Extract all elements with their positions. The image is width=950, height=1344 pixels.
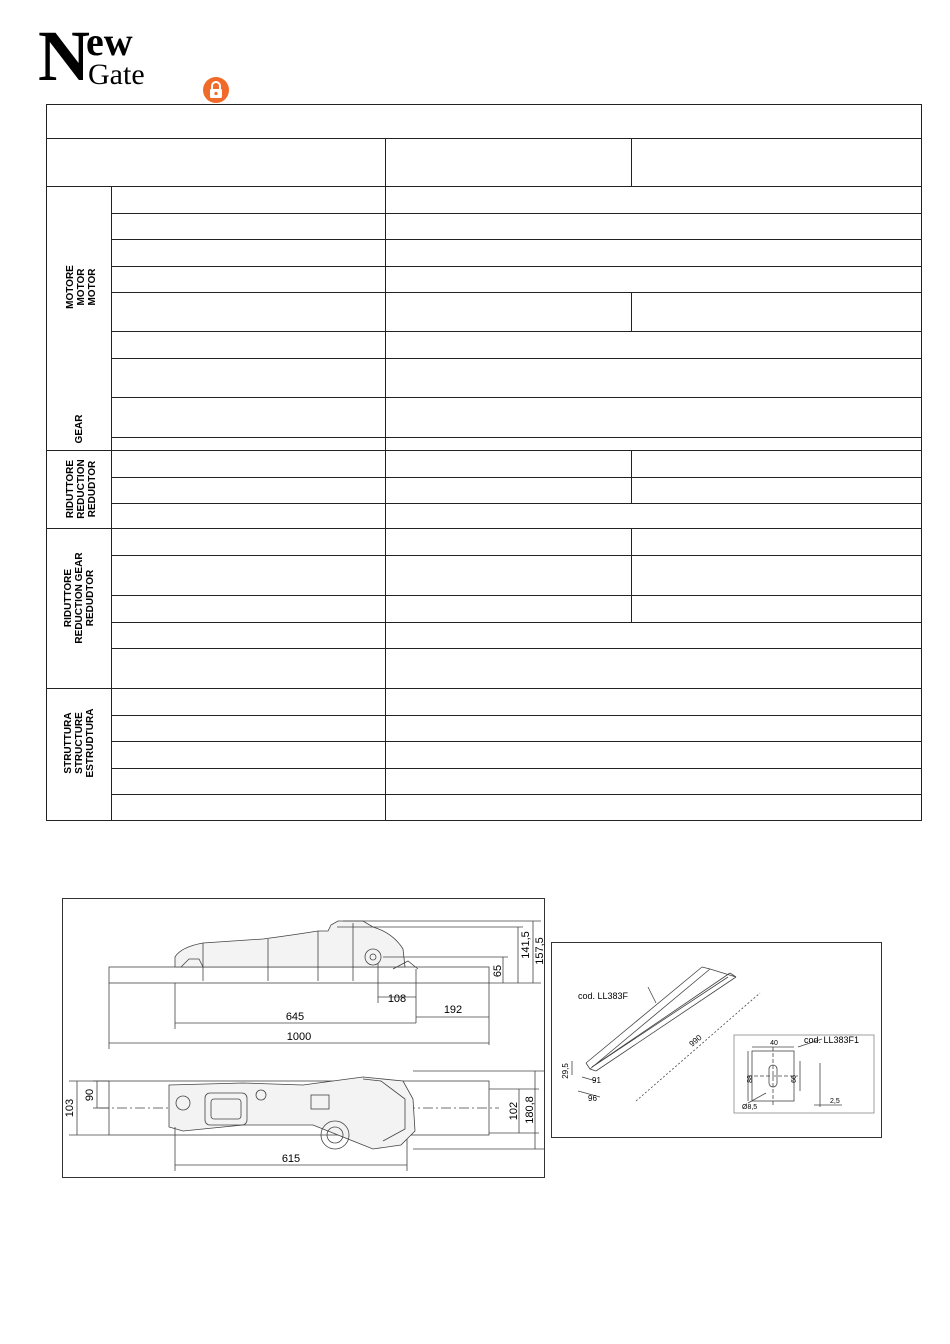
dim-1000: 1000 [286,1031,312,1043]
dim-90: 90 [84,1088,96,1102]
operator-drawing-svg [63,899,546,1179]
rail-drawing-svg [552,943,883,1139]
dim-192: 192 [443,1004,463,1016]
dim-108: 108 [387,993,407,1005]
section-label-motor: MOTORE MOTOR MOTOR [64,265,98,309]
newgate-logo [38,16,218,96]
section-label-structure: STRUTTURA STRUCTURE ESTRUDTURA [62,708,96,778]
rail-dim-91: 91 [592,1076,601,1085]
dim-102: 102 [508,1101,520,1121]
dim-645: 645 [285,1011,305,1023]
logo-text-gate: Gate [88,58,145,91]
bracket-code-label: cod. LL383F1 [804,1035,860,1045]
rail-dim-990: 990 [687,1033,704,1049]
bracket-dim-2-5: 2,5 [830,1098,840,1105]
rail-bracket-drawing [551,942,882,1138]
bracket-dim-40: 40 [770,1040,778,1047]
section-label-reductor-2: RIDUTTORE REDUCTION GEAR REDUDTOR [62,552,96,644]
rail-code-label: cod. LL383F [578,991,629,1001]
bracket-dim-88: 88 [747,1075,754,1083]
rail-dim-96: 96 [588,1094,597,1103]
lock-icon [203,77,229,103]
bracket-dim-hole: Ø8,5 [742,1104,758,1111]
logo-text-ew: ew [86,19,133,64]
logo-letter-n: N [38,16,88,96]
spec-table [46,104,922,821]
dim-65: 65 [492,964,504,978]
bracket-dim-66: 66 [791,1075,798,1083]
operator-dimension-drawing [62,898,545,1178]
dim-615: 615 [281,1153,301,1165]
dim-180-8: 180,8 [524,1096,536,1124]
dim-141-5: 141,5 [520,931,532,959]
dim-103: 103 [64,1098,76,1118]
rail-dim-29-5: 29,5 [561,1063,570,1079]
section-label-reductor-1: RIDUTTORE REDUCTION REDUDTOR [64,459,98,519]
section-label-gear: GEAR [73,414,85,444]
dim-157-5: 157,5 [534,937,546,965]
